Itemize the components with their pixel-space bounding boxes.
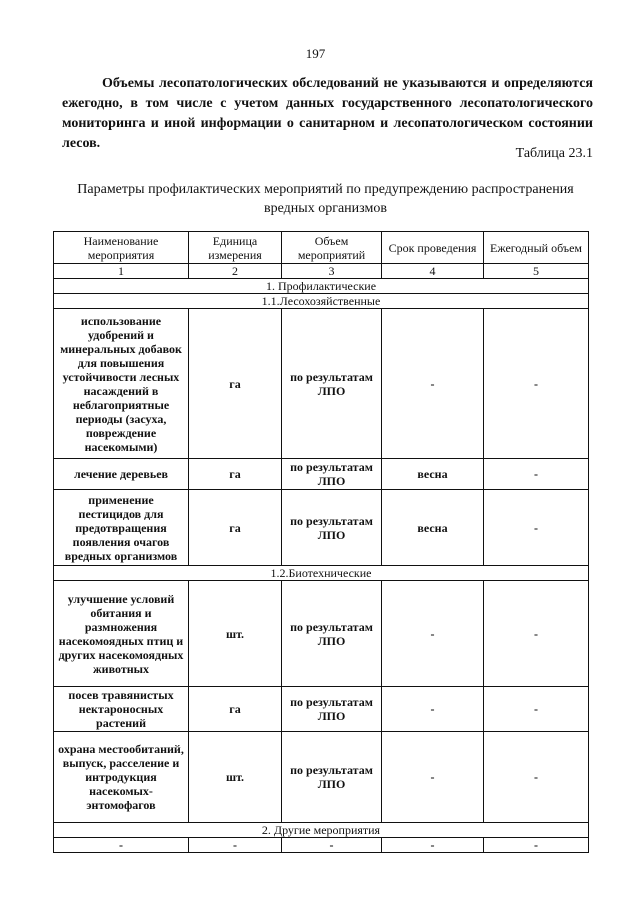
unit-cell: га [189, 309, 282, 459]
annual-cell: - [484, 732, 589, 823]
subsection-heading: 1.1.Лесохозяйственные [54, 294, 589, 309]
empty-cell: - [189, 838, 282, 853]
subsection-row [54, 566, 589, 581]
annual-cell: - [484, 459, 589, 490]
column-number: 2 [189, 264, 282, 279]
table-label: Таблица 23.1 [515, 146, 593, 161]
section-row [54, 279, 589, 294]
subsection-row [54, 294, 589, 309]
period-cell: весна [382, 459, 484, 490]
section-heading: 2. Другие мероприятия [54, 823, 589, 838]
unit-cell: га [189, 490, 282, 566]
annual-cell: - [484, 581, 589, 687]
table-row [54, 581, 589, 687]
header-cell: Наименование мероприятия [54, 232, 189, 264]
subsection-heading: 1.2.Биотехнические [54, 566, 589, 581]
column-number: 3 [282, 264, 382, 279]
table-row [54, 459, 589, 490]
measure-name: применение пестицидов для предотвращения появления очагов вредных организмов [54, 490, 189, 566]
unit-cell: га [189, 687, 282, 732]
table-row [54, 309, 589, 459]
volume-cell: по результатам ЛПО [282, 309, 382, 459]
empty-cell: - [382, 838, 484, 853]
volume-cell: по результатам ЛПО [282, 490, 382, 566]
table-header-row [54, 232, 589, 264]
table-title: Параметры профилактических мероприятий по предупреждению распространения вредных организмов [77, 182, 574, 216]
column-number-row [54, 264, 589, 279]
empty-cell: - [484, 838, 589, 853]
measure-name: посев травянистых нектароносных растений [54, 687, 189, 732]
header-cell: Единица измерения [189, 232, 282, 264]
header-cell: Срок проведения [382, 232, 484, 264]
section-heading: 1. Профилактические [54, 279, 589, 294]
measure-name: лечение деревьев [54, 459, 189, 490]
empty-cell: - [282, 838, 382, 853]
section-row [54, 823, 589, 838]
unit-cell: шт. [189, 581, 282, 687]
header-cell: Объем мероприятий [282, 232, 382, 264]
empty-cell: - [54, 838, 189, 853]
measure-name: охрана местообитаний, выпуск, расселение и интродукция насекомых-энтомофагов [54, 732, 189, 823]
measure-name: улучшение условий обитания и размножения насекомоядных птиц и других насекомоядных животных [54, 581, 189, 687]
period-cell: - [382, 309, 484, 459]
table-row [54, 687, 589, 732]
measure-name: использование удобрений и минеральных добавок для повышения устойчивости лесных насаждений в неблагоприятные периоды (засуха, повреждение насекомыми) [54, 309, 189, 459]
volume-cell: по результатам ЛПО [282, 687, 382, 732]
table-row [54, 732, 589, 823]
period-cell: весна [382, 490, 484, 566]
column-number: 4 [382, 264, 484, 279]
annual-cell: - [484, 490, 589, 566]
table-row [54, 490, 589, 566]
unit-cell: шт. [189, 732, 282, 823]
intro-paragraph: Объемы лесопатологических обследований не указываются и определяются ежегодно, в том числе с учетом данных государственного лесопатологического мониторинга и иной информации о санитарном и лесопатологическом состоянии лесов. [62, 76, 593, 151]
period-cell: - [382, 581, 484, 687]
header-cell: Ежегодный объем [484, 232, 589, 264]
annual-cell: - [484, 309, 589, 459]
table-row [54, 838, 589, 853]
annual-cell: - [484, 687, 589, 732]
volume-cell: по результатам ЛПО [282, 732, 382, 823]
period-cell: - [382, 732, 484, 823]
volume-cell: по результатам ЛПО [282, 459, 382, 490]
parameters-table [53, 231, 589, 853]
column-number: 5 [484, 264, 589, 279]
column-number: 1 [54, 264, 189, 279]
volume-cell: по результатам ЛПО [282, 581, 382, 687]
period-cell: - [382, 687, 484, 732]
unit-cell: га [189, 459, 282, 490]
page-number: 197 [305, 46, 326, 61]
